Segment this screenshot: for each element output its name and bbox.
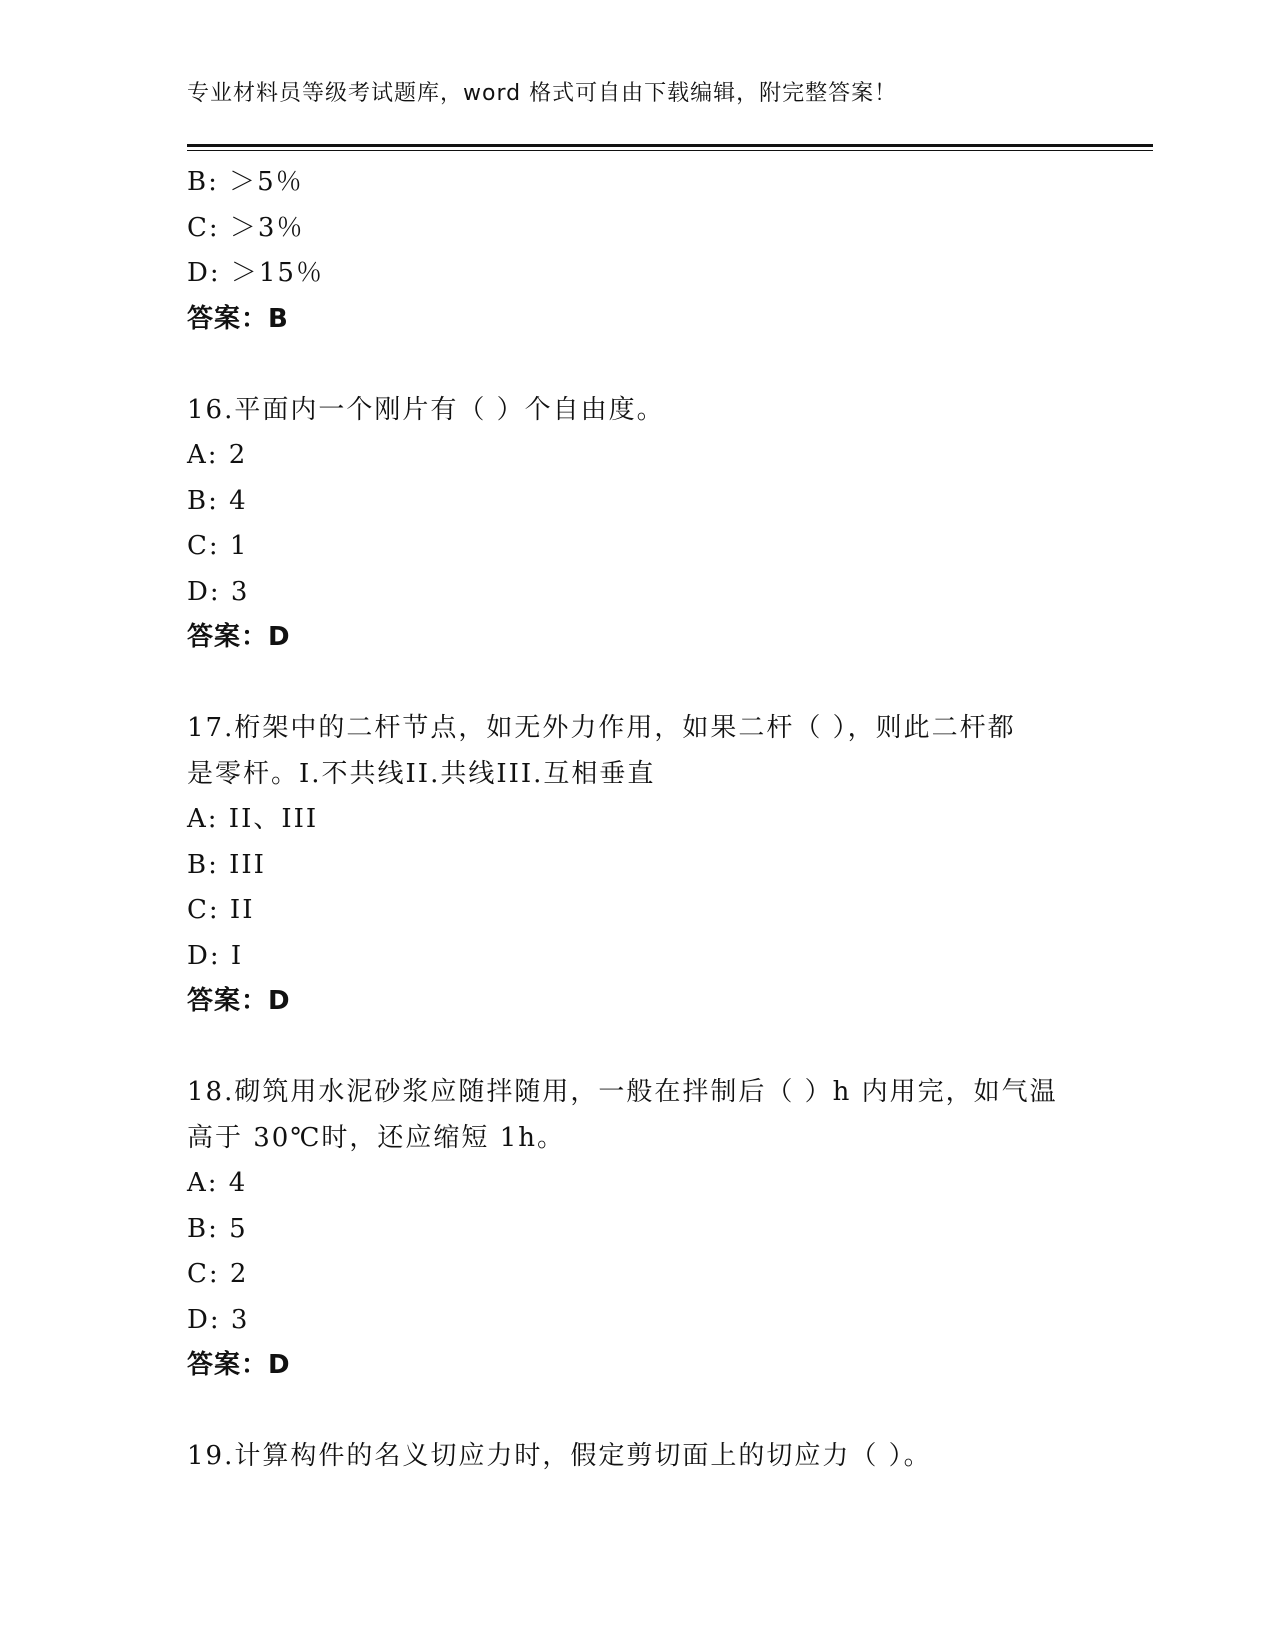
page-header: 专业材料员等级考试题库，word 格式可自由下载编辑，附完整答案！ — [187, 81, 898, 106]
option-d: D: ＞15％ — [187, 258, 324, 288]
question-text: 19.计算构件的名义切应力时，假定剪切面上的切应力（ ）。 — [187, 1441, 932, 1471]
question-content — [187, 160, 1107, 1480]
option-b: B: 4 — [187, 485, 248, 516]
answer-line: 答案：B — [187, 303, 289, 334]
question-text: 18.砌筑用水泥砂浆应随拌随用，一般在拌制后（ ）h 内用完，如气温 — [187, 1077, 1058, 1107]
answer-line: 答案：D — [187, 622, 291, 652]
option-d: D: I — [187, 940, 244, 971]
option-b: B: ＞5％ — [187, 167, 304, 197]
question-text: 17.桁架中的二杆节点，如无外力作用，如果二杆（ ），则此二杆都 — [187, 713, 1016, 743]
question-text-cont: 高于 30℃时，还应缩短 1h。 — [187, 1122, 565, 1153]
option-c: C: II — [187, 895, 255, 925]
header-rule-thin — [187, 150, 1153, 151]
option-a: A: 2 — [187, 440, 248, 470]
option-a: A: II、III — [187, 804, 319, 834]
option-d: D: 3 — [187, 1304, 250, 1335]
header-rule — [187, 144, 1153, 147]
answer-line: 答案：D — [187, 1350, 291, 1380]
option-c: C: ＞3％ — [187, 212, 305, 243]
question-text: 16.平面内一个刚片有（ ）个自由度。 — [187, 394, 665, 425]
answer-line: 答案：D — [187, 986, 291, 1016]
option-c: C: 1 — [187, 531, 249, 561]
option-b: B: III — [187, 849, 266, 880]
question-text-cont: 是零杆。I.不共线II.共线III.互相垂直 — [187, 758, 656, 789]
option-c: C: 2 — [187, 1259, 249, 1289]
option-a: A: 4 — [187, 1168, 248, 1198]
option-b: B: 5 — [187, 1213, 248, 1244]
option-d: D: 3 — [187, 576, 250, 607]
